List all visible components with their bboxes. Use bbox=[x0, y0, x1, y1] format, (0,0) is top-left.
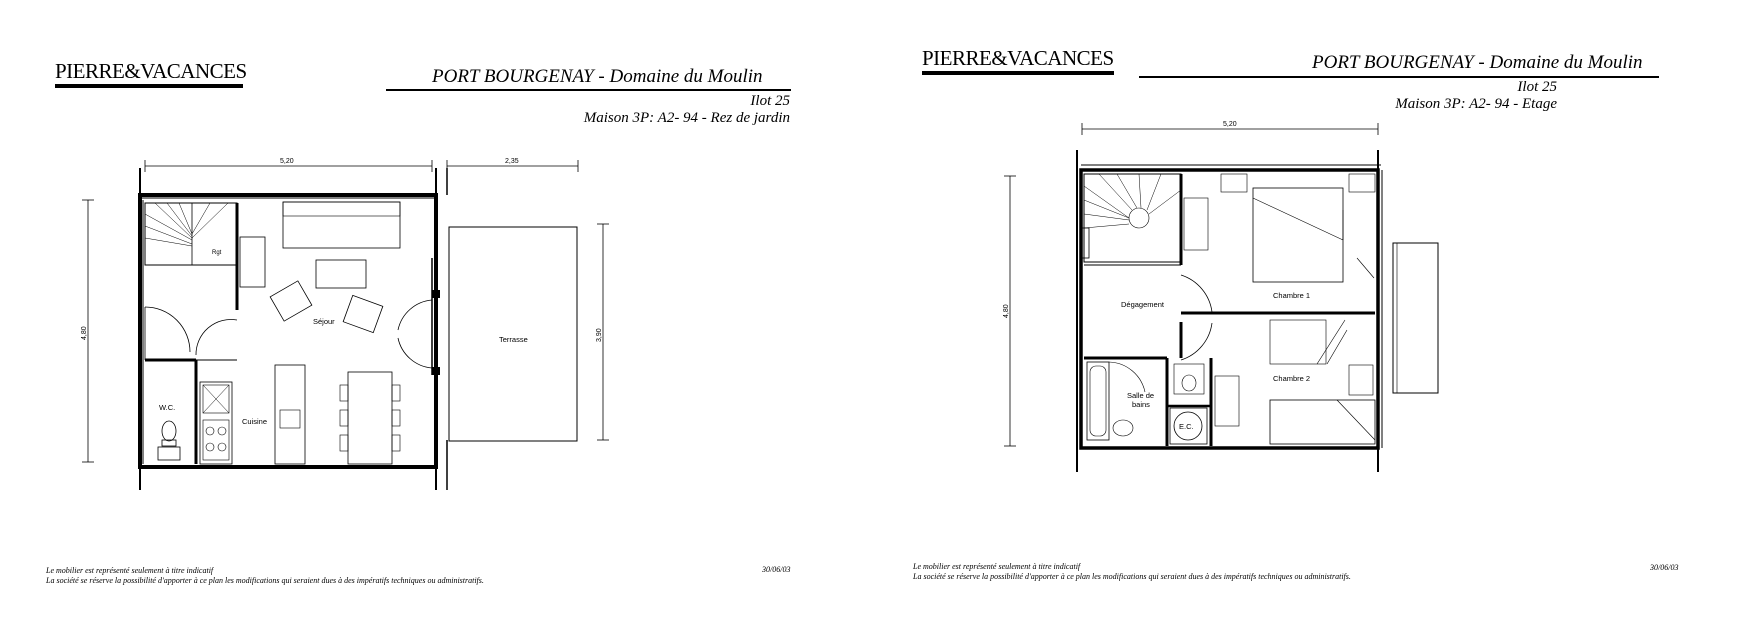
brand-logo: PIERRE&VACANCES bbox=[922, 46, 1114, 70]
balcony bbox=[1393, 243, 1438, 393]
dim-label-terrace-depth: 3,90 bbox=[596, 328, 603, 342]
room-label-cuisine: Cuisine bbox=[242, 417, 268, 426]
dim-label-width: 5,20 bbox=[1223, 121, 1237, 128]
footer-note-1: Le mobilier est représenté seulement à titre indicatif bbox=[913, 562, 1081, 571]
staircase bbox=[1084, 174, 1181, 262]
exterior-wall bbox=[1081, 170, 1378, 448]
armchair-right bbox=[343, 295, 383, 332]
room-label-sejour: Séjour bbox=[313, 317, 335, 326]
room-label-ec: E.C. bbox=[1179, 422, 1194, 431]
footer-note-1: Le mobilier est représenté seulement à titre indicatif bbox=[46, 566, 214, 575]
dim-label-width: 5,20 bbox=[280, 158, 294, 165]
room-label-degagement: Dégagement bbox=[1121, 300, 1164, 309]
ilot-label: Ilot 25 bbox=[750, 93, 790, 109]
dim-label-depth: 4,80 bbox=[1003, 304, 1010, 318]
dim-label-depth: 4,80 bbox=[81, 326, 88, 340]
sofa bbox=[283, 202, 400, 248]
toilet bbox=[162, 421, 176, 441]
room-label-wc: W.C. bbox=[159, 403, 176, 412]
project-title: PORT BOURGENAY - Domaine du Moulin bbox=[432, 66, 763, 87]
kitchen-island bbox=[275, 365, 305, 464]
plan-sheet-upper-floor bbox=[877, 0, 1754, 619]
plan-date: 30/06/03 bbox=[1650, 563, 1679, 572]
brand-logo: PIERRE&VACANCES bbox=[55, 59, 247, 83]
coffee-table bbox=[316, 260, 366, 288]
upper-floor-plan bbox=[877, 0, 1754, 619]
staircase bbox=[145, 203, 237, 265]
french-door bbox=[398, 300, 432, 330]
dim-label-terrace-width: 2,35 bbox=[505, 158, 519, 165]
room-label-salle-de-bains-1: Salle de bbox=[1127, 391, 1155, 400]
cooktop bbox=[203, 420, 229, 460]
room-label-salle-de-bains-2: bains bbox=[1132, 400, 1150, 409]
maison-label: Maison 3P: A2- 94 - Etage bbox=[1395, 96, 1557, 112]
plan-date: 30/06/03 bbox=[762, 565, 791, 574]
toilet bbox=[1182, 375, 1196, 391]
project-title: PORT BOURGENAY - Domaine du Moulin bbox=[1312, 52, 1643, 73]
bed-chambre-2 bbox=[1270, 400, 1375, 444]
armchair-left bbox=[270, 281, 312, 321]
maison-label: Maison 3P: A2- 94 - Rez de jardin bbox=[583, 110, 790, 126]
footer-note-2: La société se réserve la possibilité d'apporter à ce plan les modifications qui seraient dues à des impératifs techniques ou administratifs. bbox=[913, 572, 1351, 581]
washbasin bbox=[1113, 420, 1133, 436]
room-label-chambre-2: Chambre 2 bbox=[1273, 374, 1311, 383]
bathtub bbox=[1087, 362, 1109, 440]
room-label-chambre-1: Chambre 1 bbox=[1273, 291, 1311, 300]
bed-chambre-1 bbox=[1253, 188, 1343, 282]
dining-table bbox=[348, 372, 392, 464]
ilot-label: Ilot 25 bbox=[1517, 79, 1557, 95]
room-label-terrasse: Terrasse bbox=[499, 335, 528, 344]
terrace-outline bbox=[449, 227, 577, 441]
room-label-rgt: Rgt bbox=[212, 250, 222, 256]
kitchen-counter bbox=[200, 382, 232, 464]
footer-note-2: La société se réserve la possibilité d'apporter à ce plan les modifications qui seraient dues à des impératifs techniques ou administratifs. bbox=[46, 576, 484, 585]
